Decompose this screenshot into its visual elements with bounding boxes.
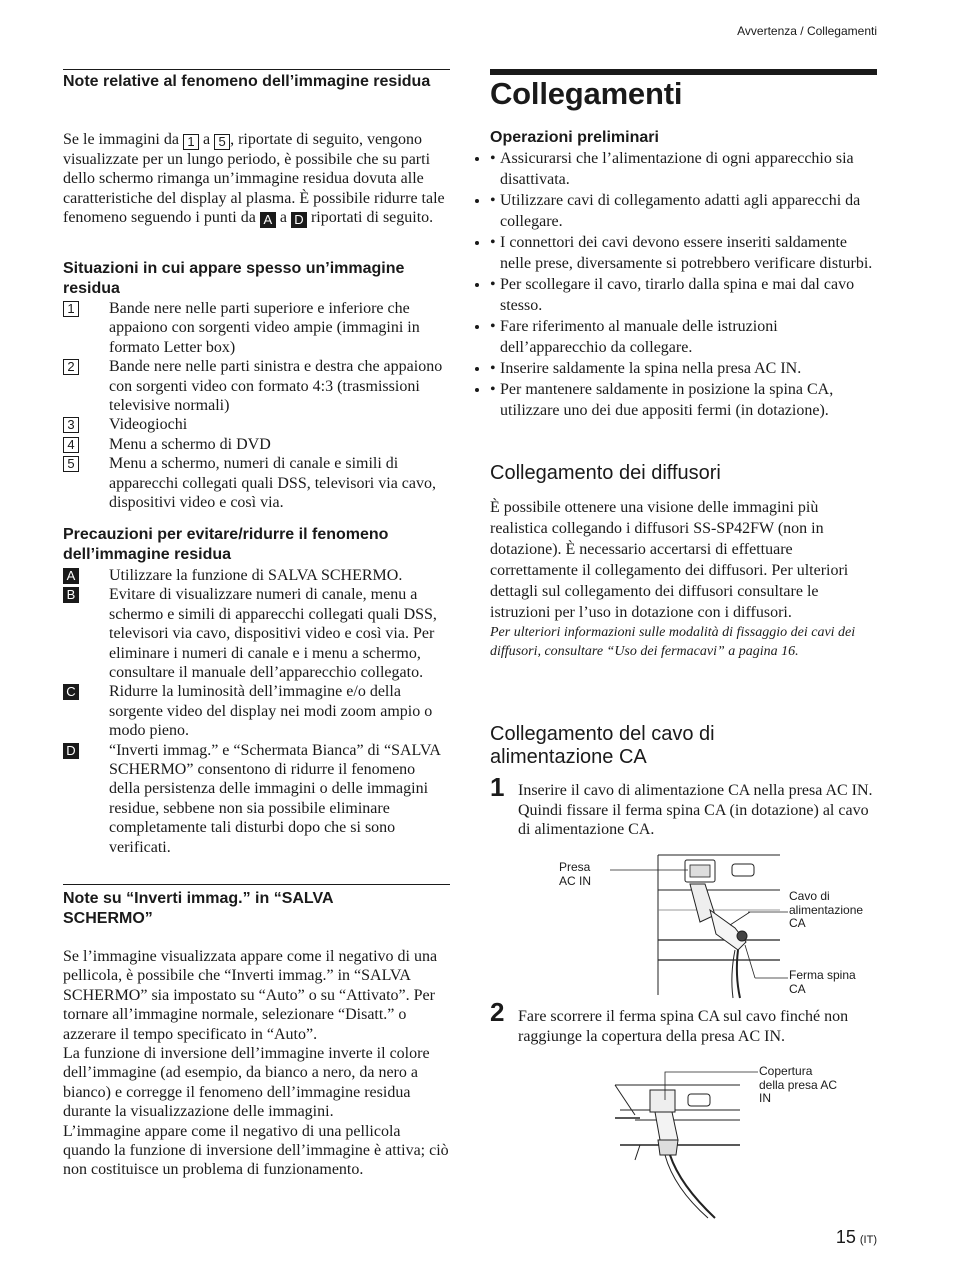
inline-marker: D (291, 212, 307, 228)
list-item-text: Menu a schermo di DVD (109, 435, 271, 453)
speakers-note: Per ulteriori informazioni sulle modalità di fissaggio dei cavi dei diffusori, consultare “Uso dei fermacavi” a pagina 16. (490, 625, 856, 660)
intro-paragraph: Se le immagini da 1 a 5 , riportate di seguito, vengono visualizzate per un lungo periodo, è possibile che su parti dello schermo rimanga un’immagine residua dovuta alle caratteristiche del display al plasma. È possibile ridurre tale fenomeno seguendo i punti da A a D riportati di seguito. (63, 131, 445, 228)
inline-marker: 1 (183, 134, 199, 150)
invert-paragraph-3: L’immagine appare come il negativo di una pellicola quando la funzione di inversione dell’immagine è attiva; ciò non costituisce un problema di funzionamento. (63, 1122, 449, 1179)
list-marker: A (63, 568, 79, 584)
situation-item (63, 454, 450, 512)
list-marker: 5 (63, 456, 79, 472)
situations-list (63, 299, 450, 512)
invert-paragraph-2: La funzione di inversione dell’immagine inverte il colore dell’immagine (ad esempio, da bianco a nero, da nero a bianco) e corregge il fenomeno dell’immagine residua durante la visualizzazione delle immagini. (63, 1045, 430, 1121)
title-rule (490, 69, 877, 75)
label-power-cable: Cavo di alimentazione CA (789, 889, 864, 930)
list-marker: D (63, 743, 79, 759)
section-title-speakers: Collegamento dei diffusori (490, 462, 721, 484)
list-marker: B (63, 587, 79, 603)
section-title-residual-image: Note relative al fenomeno dell’immagine residua (63, 73, 431, 90)
step-2-text: Fare scorrere il ferma spina CA sul cavo finché non raggiunge la copertura della presa AC IN. (518, 1008, 849, 1045)
precaution-item (63, 585, 450, 682)
preliminary-item: • • Inserire saldamente la spina nella presa AC IN. (490, 358, 878, 379)
label-ac-in-cover: Copertura della presa AC IN (759, 1064, 838, 1105)
step-1-number: 1 (490, 772, 505, 802)
list-item-text: Videogiochi (109, 416, 188, 434)
speakers-paragraph: È possibile ottenere una visione delle immagini più realistica collegando i diffusori SS-SP42FW (non in dotazione). È necessario accertarsi di effettuare correttamente il collegamento dei diffusori. Per ulteriori dettagli sul collegamento dei diffusori consultare le istruzioni per l’uso in dotazione con i diffusori. (490, 499, 849, 621)
preliminary-item: • • Assicurarsi che l’alimentazione di ogni apparecchio sia disattivata. (490, 148, 878, 190)
list-marker: 1 (63, 301, 79, 317)
situation-item (63, 299, 450, 357)
label-ac-in-socket: Presa AC IN (559, 860, 592, 888)
step-1-text: Inserire il cavo di alimentazione CA nella presa AC IN. Quindi fissare il ferma spina CA (in dotazione) al cavo di alimentazione CA. (518, 782, 873, 839)
section-title-invert-notes: Note su “Inverti immag.” in “SALVA SCHERMO” (63, 890, 333, 927)
plug-holder-slide-figure (610, 1060, 770, 1220)
precautions-list (63, 566, 450, 857)
preliminary-item: • • Per mantenere saldamente in posizione la spina CA, utilizzare uno dei due appositi fermi (in dotazione). (490, 379, 878, 421)
precaution-item (63, 566, 450, 585)
inline-marker: A (260, 212, 276, 228)
section-title-power-cable: Collegamento del cavo di alimentazione CA (490, 723, 715, 768)
preliminary-item: • • Utilizzare cavi di collegamento adatti agli apparecchi da collegare. (490, 190, 878, 232)
subsection-title-precautions: Precauzioni per evitare/ridurre il fenomeno dell’immagine residua (63, 526, 389, 563)
list-item-text: “Inverti immag.” e “Schermata Bianca” di “SALVA SCHERMO” consentono di ridurre il fenomeno della persistenza delle immagini o delle immagini residue, sebbene non sia possibile eliminare completamente tali disturbi dopo che si sono verificati. (109, 741, 441, 856)
situation-item (63, 357, 450, 415)
page-title: Collegamenti (490, 76, 683, 111)
list-item-text: Bande nere nelle parti sinistra e destra che appaiono con sorgenti video con formato 4:3 (trasmissioni televisive normali) (109, 358, 443, 415)
preliminary-item: • • Fare riferimento al manuale delle istruzioni dell’apparecchio da collegare. (490, 316, 878, 358)
page-number: 15 (IT) (835, 1227, 877, 1247)
inline-marker: 5 (214, 134, 230, 150)
running-head: Avvertenza / Collegamenti (737, 24, 877, 38)
invert-paragraph-1: Se l’immagine visualizzata appare come il negativo di una pellicola, è possibile che “Inverti immag.” in “SALVA SCHERMO” sia impostato su “Auto” o su “Attivato”. Per tornare all’immagine normale, selezionare “Disatt.” o azzerare il tempo specificato in “Auto”. (63, 948, 438, 1043)
subsection-title-preliminary: Operazioni preliminari (490, 129, 659, 146)
precaution-item (63, 682, 450, 740)
list-item-text: Menu a schermo, numeri di canale e simili di apparecchi collegati quali DSS, televisori via cavo, dispositivi video e così via. (109, 455, 436, 512)
situation-item (63, 415, 450, 434)
preliminary-item: • • Per scollegare il cavo, tirarlo dalla spina e mai dal cavo stesso. (490, 274, 878, 316)
preliminary-item: • • I connettori dei cavi devono essere inseriti saldamente nelle prese, diversamente si potrebbero verificare disturbi. (490, 232, 878, 274)
list-marker: 3 (63, 417, 79, 433)
section-rule (63, 69, 450, 70)
step-2-number: 2 (490, 997, 505, 1027)
list-marker: 4 (63, 437, 79, 453)
list-item-text: Ridurre la luminosità dell’immagine e/o della sorgente video del display nei modi zoom ampio o modo pieno. (109, 683, 433, 740)
situation-item (63, 435, 450, 454)
list-item-text: Evitare di visualizzare numeri di canale, menu a schermo e simili di apparecchi collegati quali DSS, televisori via cavo, dispositivi video e così via. Per eliminare i numeri di canale e i menu a schermo, consultare il manuale dell’apparecchio collegato. (109, 586, 437, 682)
subsection-title-situations: Situazioni in cui appare spesso un’immagine residua (63, 260, 405, 297)
section-rule (63, 884, 450, 885)
precaution-item (63, 741, 450, 857)
list-marker: C (63, 684, 79, 700)
list-item-text: Utilizzare la funzione di SALVA SCHERMO. (109, 567, 403, 584)
list-item-text: Bande nere nelle parti superiore e inferiore che appaiono con sorgenti video ampie (immagini in formato Letter box) (109, 300, 420, 356)
preliminary-list (490, 148, 878, 421)
label-plug-holder: Ferma spina CA (789, 968, 856, 996)
list-marker: 2 (63, 359, 79, 375)
